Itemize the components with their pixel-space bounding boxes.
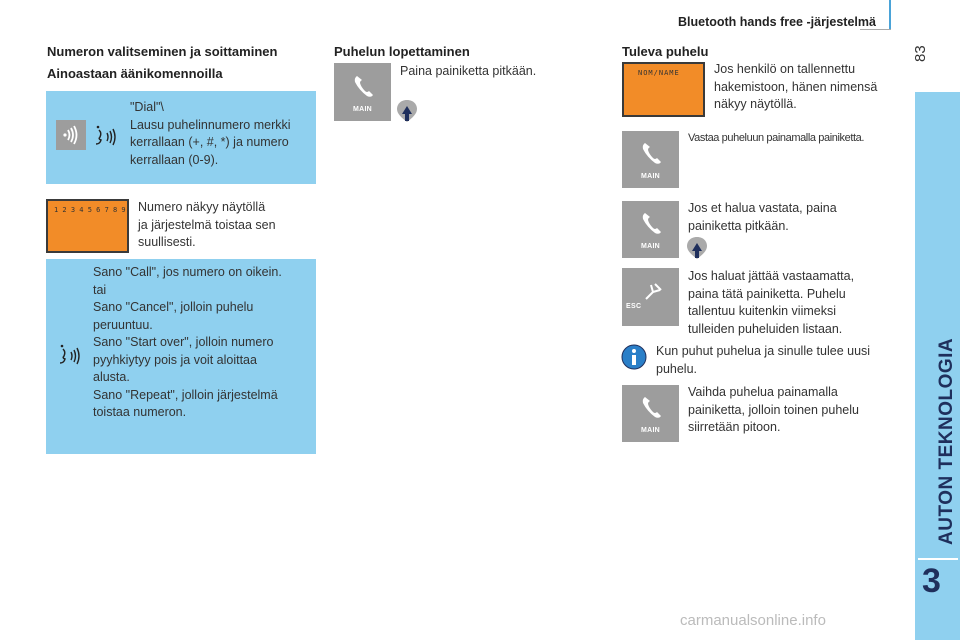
heading-dialing: Numeron valitseminen ja soittaminen [47,44,278,59]
main-label: MAIN [640,427,661,434]
main-label: MAIN [640,173,661,180]
watermark: carmanualsonline.info [680,612,826,629]
long-press-icon [685,236,709,262]
voice-dial-text [130,99,310,169]
answer-text: Vastaa puheluun painamalla painiketta. [688,132,865,144]
info-icon [621,344,647,370]
phone-handset-icon [351,73,375,101]
chapter-number: 3 [922,562,941,600]
display-digits: 1 2 3 4 5 6 7 8 9 [54,206,126,214]
reject-text [688,200,888,235]
reject-line: painiketta pitkään. [688,218,789,233]
ignore-line: Jos haluat jättää vastaamatta, [688,269,855,283]
voice-dial-line: kerrallaan (0-9). [130,152,219,167]
command-line: Sano "Start over", jolloin numero [93,335,274,349]
main-button-switch [622,385,679,442]
command-line: Sano "Cancel", jolloin puhelu [93,300,254,314]
hang-up-icon [642,281,664,303]
display-name: NOM/NAME [638,69,680,77]
header-rule-h [860,29,891,30]
heading-end-call: Puhelun lopettaminen [334,44,470,59]
command-line: Sano "Repeat", jolloin järjestelmä [93,387,278,402]
esc-label: ESC [626,303,642,310]
command-line: toistaa numeron. [93,405,187,419]
page-number: 83 [912,45,929,62]
voice-dial-line: "Dial"\ [130,100,164,114]
display-line: suullisesti. [138,235,196,249]
main-label: MAIN [640,243,661,250]
section-title: AUTON TEKNOLOGIA [936,337,957,545]
reject-line: Jos et halua vastata, paina [688,201,837,215]
incoming-line: Jos henkilö on tallennettu [714,62,856,76]
sidebar-rule [918,558,958,560]
voice-dial-line: kerrallaan (+, #, *) ja numero [130,135,289,149]
voice-commands-text [93,264,315,422]
ignore-line: tallentuu kuitenkin viimeksi [688,304,836,318]
switch-call-text [688,384,898,437]
display-line: ja järjestelmä toistaa sen [138,217,276,232]
incoming-line: hakemistoon, hänen nimensä [714,79,878,94]
voice-dial-box [46,91,316,184]
info-line: Kun puhut puhelua ja sinulle tulee uusi [656,344,871,358]
ignore-line: paina tätä painiketta. Puhelu [688,286,846,301]
command-line: tai [93,282,107,297]
info-text [656,343,906,378]
command-line: alusta. [93,370,130,384]
header-rule [889,0,891,30]
switch-line: painiketta, jolloin toinen puhelu [688,402,859,417]
main-button [334,63,391,121]
display-line: Numero näkyy näytöllä [138,200,266,214]
display-description [138,199,313,252]
long-press-icon [395,99,419,125]
phone-handset-icon [639,140,663,168]
switch-line: Vaihda puhelua painamalla [688,385,838,399]
command-line: pyyhkiytyy pois ja voit aloittaa [93,352,257,367]
heading-voice-only: Ainoastaan äänikomennoilla [47,66,223,81]
switch-line: siirretään pitoon. [688,420,781,434]
name-display [622,62,705,117]
voice-commands-box [46,259,316,454]
incoming-text-1 [714,61,904,114]
speaking-icon [94,123,118,153]
command-line: peruuntuu. [93,317,153,332]
phone-handset-icon [639,210,663,238]
heading-incoming-call: Tuleva puhelu [622,44,709,59]
main-button-reject [622,201,679,258]
phone-handset-icon [639,394,663,422]
number-display [46,199,129,253]
speaking-icon [58,342,82,372]
esc-button [622,268,679,326]
info-line: puhelu. [656,361,698,376]
main-button-answer [622,131,679,188]
ignore-text [688,268,898,338]
ignore-line: tulleiden puheluiden listaan. [688,321,843,336]
voice-dial-line: Lausu puhelinnumero merkki [130,117,291,132]
incoming-line: näkyy näytöllä. [714,97,797,111]
voice-button-icon [56,120,86,150]
header-title: Bluetooth hands free -järjestelmä [678,15,876,29]
main-label: MAIN [352,106,373,113]
command-line: Sano "Call", jos numero on oikein. [93,265,282,279]
end-call-text: Paina painiketta pitkään. [400,64,537,78]
